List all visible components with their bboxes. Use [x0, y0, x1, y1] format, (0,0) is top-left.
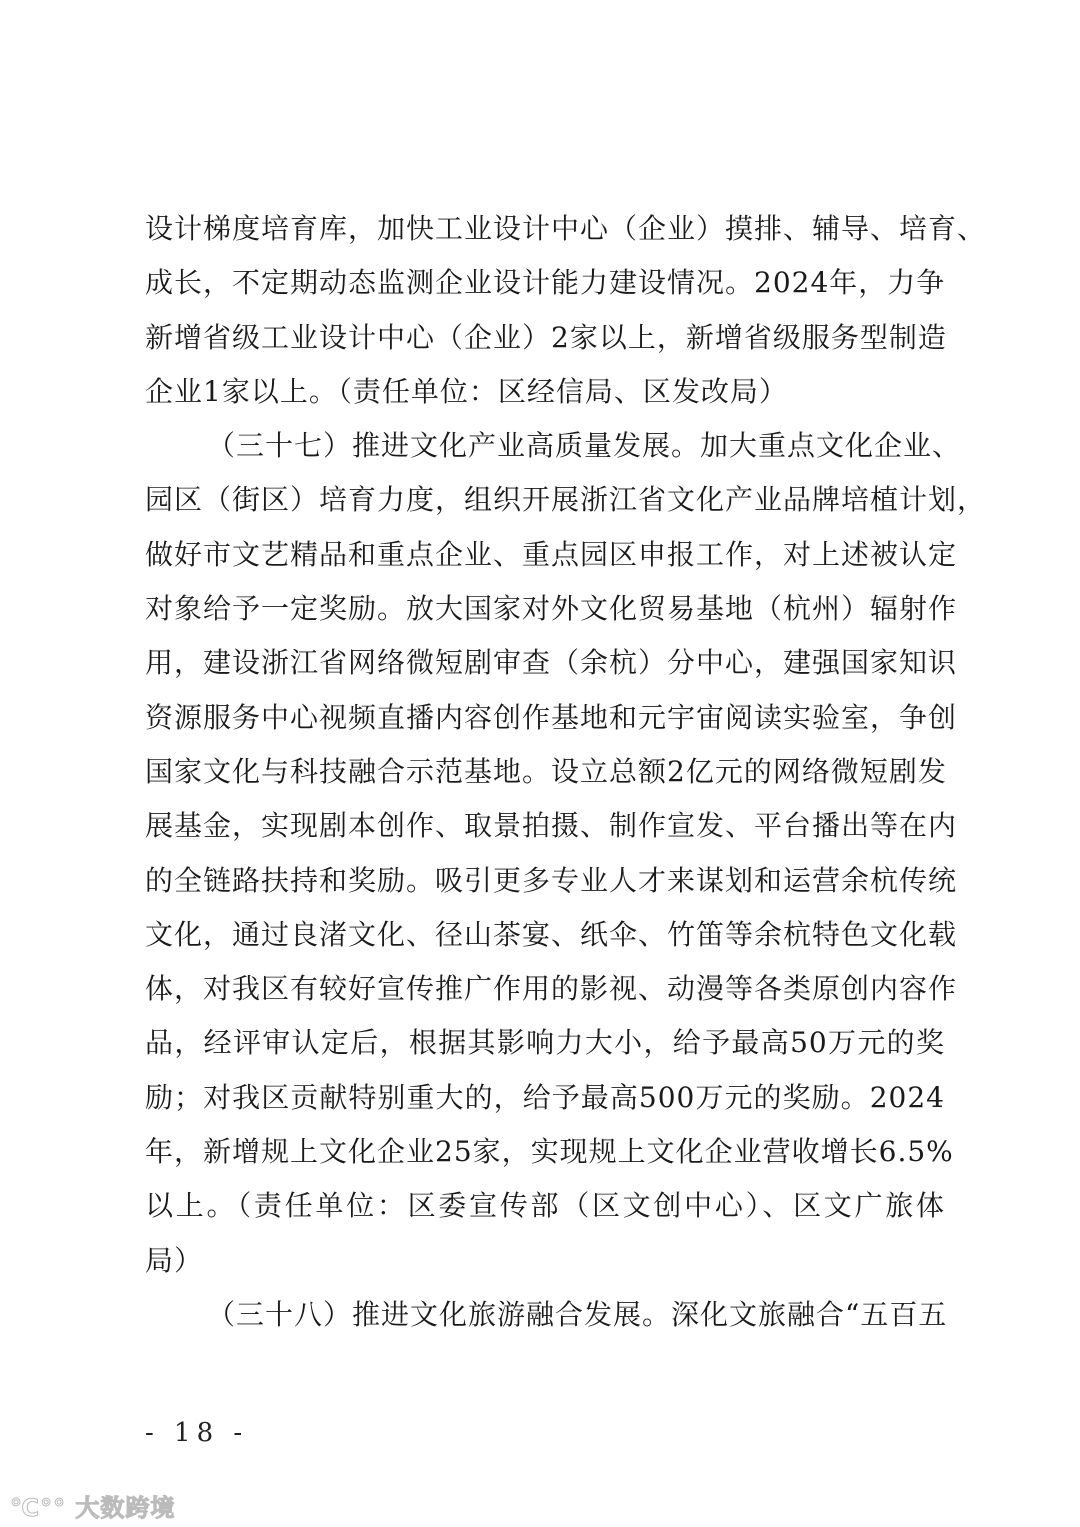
text-line: 体，对我区有较好宣传推广作用的影视、动漫等各类原创内容作 [145, 972, 958, 1006]
watermark-icon: ℃°° [10, 1494, 76, 1522]
text-line: 以上。（责任单位：区委宣传部（区文创中心）、区文广旅体 [145, 1189, 945, 1223]
text-line: 园区（街区）培育力度，组织开展浙江省文化产业品牌培植计划， [145, 483, 987, 517]
watermark-logo [10, 1488, 175, 1523]
text-line: 资源服务中心视频直播内容创作基地和元宇宙阅读实验室，争创 [145, 700, 958, 734]
page-number: - 18 - [145, 1418, 249, 1448]
text-line: 的全链路扶持和奖励。吸引更多专业人才来谋划和运营余杭传统 [145, 863, 958, 897]
text-line: 做好市文艺精品和重点企业、重点园区申报工作，对上述被认定 [145, 537, 958, 571]
text-line: 企业1家以上。（责任单位：区经信局、区发改局） [145, 374, 788, 408]
text-line: 用，建设浙江省网络微短剧审查（余杭）分中心，建强国家知识 [145, 646, 958, 680]
text-line: 成长，不定期动态监测企业设计能力建设情况。2024年，力争 [145, 266, 946, 300]
document-body [145, 202, 987, 1342]
text-line: 局） [145, 1243, 204, 1277]
text-line: 品，经评审认定后，根据其影响力大小，给予最高50万元的奖 [145, 1026, 945, 1060]
text-line: 新增省级工业设计中心（企业）2家以上，新增省级服务型制造 [145, 320, 947, 354]
text-line: 展基金，实现剧本创作、取景拍摄、制作宣发、平台播出等在内 [145, 809, 958, 843]
text-line: （三十八）推进文化旅游融合发展。深化文旅融合“五百五 [207, 1297, 948, 1331]
text-line: 国家文化与科技融合示范基地。设立总额2亿元的网络微短剧发 [145, 754, 947, 788]
text-line: 设计梯度培育库，加快工业设计中心（企业）摸排、辅导、培育、 [145, 212, 987, 245]
text-line: 文化，通过良渚文化、径山茶宴、纸伞、竹笛等余杭特色文化载 [145, 917, 958, 951]
text-line: （三十七）推进文化产业高质量发展。加大重点文化企业、 [207, 429, 962, 463]
watermark-text: 大数跨境 [75, 1494, 176, 1522]
text-line: 励；对我区贡献特别重大的，给予最高500万元的奖励。2024 [145, 1080, 945, 1114]
text-line: 年，新增规上文化企业25家，实现规上文化企业营收增长6.5% [145, 1135, 954, 1169]
text-line: 对象给予一定奖励。放大国家对外文化贸易基地（杭州）辐射作 [145, 592, 958, 626]
